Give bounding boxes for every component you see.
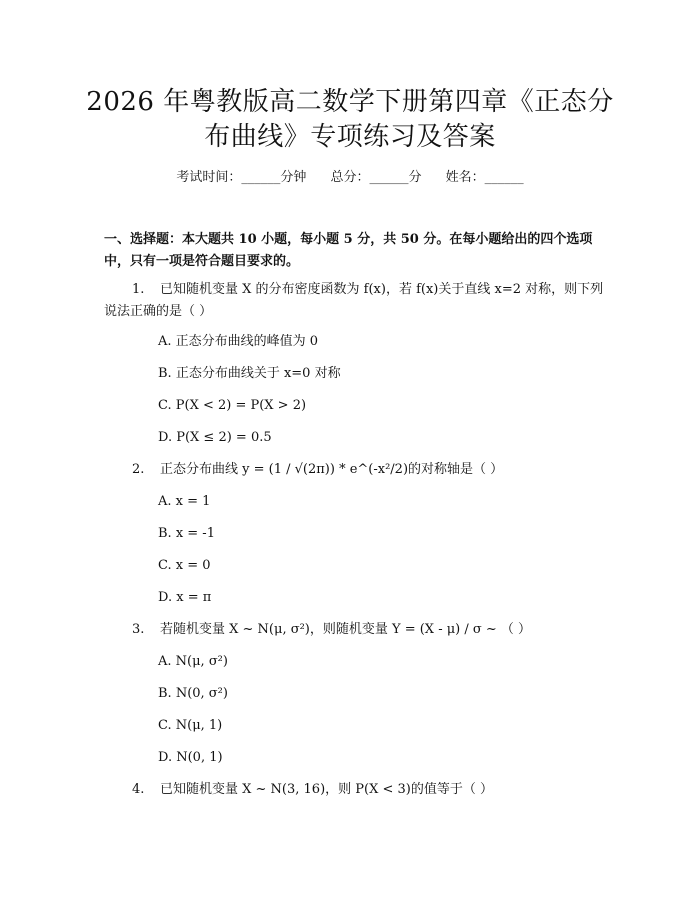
question-4 [104, 779, 604, 801]
question-1-option-a: A. 正态分布曲线的峰值为 0 [158, 334, 319, 349]
question-2-option-d: D. x = π [158, 590, 212, 605]
exam-name-blank: ______ [484, 170, 524, 185]
exam-score-unit: 分 [408, 170, 422, 185]
question-1-option-b: B. 正态分布曲线关于 x=0 对称 [158, 366, 341, 381]
section-heading: 一、选择题：本大题共 10 小题，每小题 5 分，共 50 分。在每小题给出的四个选项中，只有一项是符合题目要求的。 [104, 232, 593, 269]
document-title-line1: 2026 年粤教版高二数学下册第四章《正态分 [86, 87, 614, 117]
question-text: 已知随机变量 X 的分布密度函数为 f(x)，若 f(x)关于直线 x=2 对称，则下列说法正确的是（ ） [104, 282, 604, 319]
question-number: 4. [132, 782, 145, 797]
exam-time-label: 考试时间： [176, 170, 242, 185]
exam-meta [0, 168, 700, 188]
exam-name [446, 168, 524, 188]
question-2-option-c: C. x = 0 [158, 558, 211, 573]
question-3 [104, 619, 604, 641]
question-number: 3. [132, 622, 145, 637]
exam-score-label: 总分： [330, 170, 370, 185]
question-text: 若随机变量 X ~ N(μ, σ²)，则随机变量 Y = (X - μ) / σ ~ （ ） [160, 622, 532, 637]
exam-time [176, 168, 306, 188]
exam-score [330, 168, 421, 188]
question-text: 正态分布曲线 y = (1 / √(2π)) * e^(-x²/2)的对称轴是（ ） [160, 462, 504, 477]
question-text: 已知随机变量 X ~ N(3, 16)，则 P(X < 3)的值等于（ ） [160, 782, 493, 797]
exam-name-label: 姓名： [445, 170, 485, 185]
question-3-option-d: D. N(0, 1) [158, 750, 223, 765]
question-number: 2. [132, 462, 145, 477]
exam-time-blank: ______ [241, 170, 281, 185]
question-number: 1. [132, 282, 145, 297]
document-title-line2: 布曲线》专项练习及答案 [204, 122, 496, 152]
question-3-option-c: C. N(μ, 1) [158, 718, 223, 733]
question-3-option-b: B. N(0, σ²) [158, 686, 228, 701]
exam-score-blank: ______ [369, 170, 409, 185]
question-2 [104, 459, 604, 481]
question-1 [104, 279, 604, 323]
question-2-option-a: A. x = 1 [158, 494, 211, 509]
question-2-option-b: B. x = -1 [158, 526, 215, 541]
question-1-option-c: C. P(X < 2) = P(X > 2) [158, 398, 307, 413]
exam-time-unit: 分钟 [280, 170, 307, 185]
question-3-option-a: A. N(μ, σ²) [158, 654, 228, 669]
question-1-option-d: D. P(X ≤ 2) = 0.5 [158, 430, 272, 445]
